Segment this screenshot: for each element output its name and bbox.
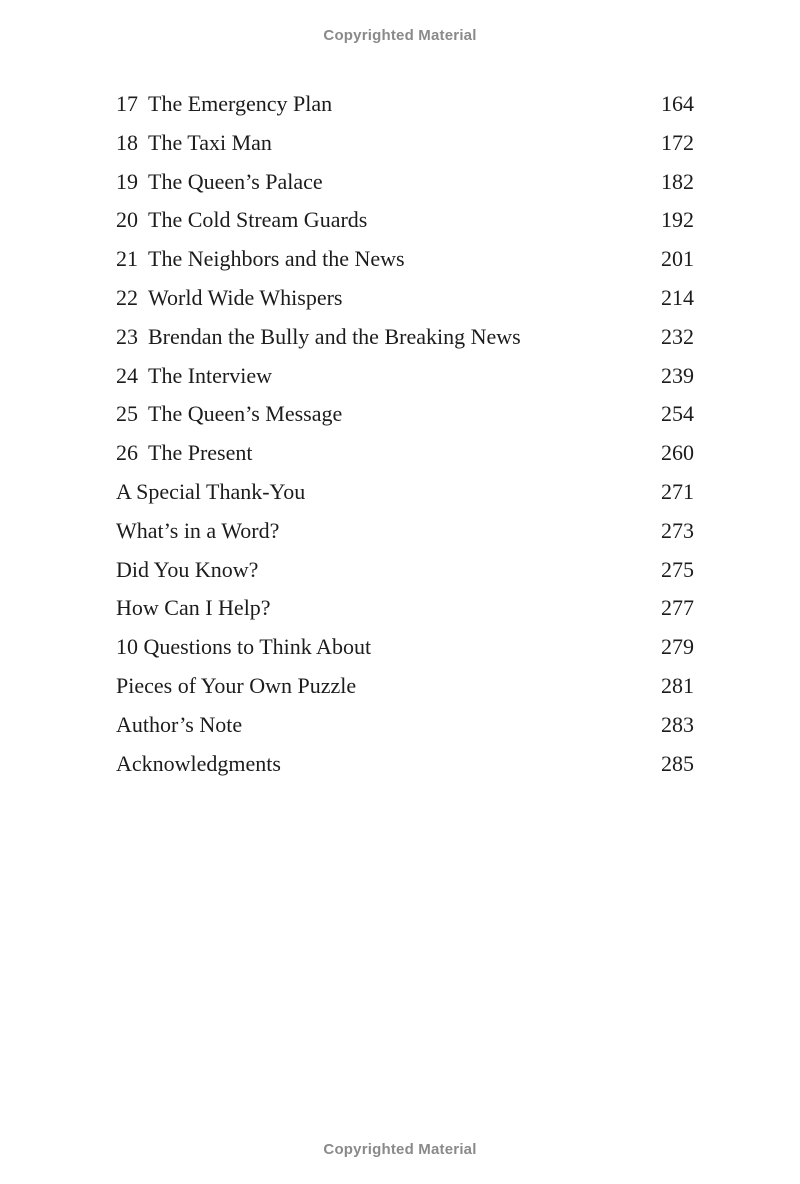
page-number: 172 [661,129,694,155]
section-title: What’s in a Word? [116,517,280,543]
toc-entry [116,318,694,357]
toc-entry [116,279,694,318]
toc-entry [116,512,694,551]
page-number: 232 [661,323,694,349]
chapter-number: 20 [116,207,138,233]
page-number: 275 [661,556,694,582]
copyright-watermark-bottom: Copyrighted Material [323,1141,477,1158]
toc-entry [116,434,694,473]
toc-entry-label [116,667,356,706]
page-number: 271 [661,478,694,504]
toc-entry [116,589,694,628]
toc-entry [116,85,694,124]
chapter-number: 21 [116,246,138,272]
page-number: 260 [661,440,694,466]
toc-entry [116,473,694,512]
toc-entry-label [116,279,343,318]
chapter-number: 26 [116,440,138,466]
page-number: 279 [661,634,694,660]
page-number: 281 [661,672,694,698]
toc-entry [116,667,694,706]
copyright-watermark-top: Copyrighted Material [323,27,477,44]
chapter-number: 23 [116,323,138,349]
toc-entry-label [116,201,367,240]
toc-entry-label [116,589,271,628]
page-number: 182 [661,168,694,194]
toc-entry-label [116,512,279,551]
chapter-number: 17 [116,91,138,116]
toc-entry-label [116,85,332,124]
section-title: 10 Questions to Think About [116,634,372,660]
section-title: A Special Thank-You [116,478,306,504]
section-title: Pieces of Your Own Puzzle [116,672,357,698]
toc-entry [116,124,694,163]
toc-entry [116,628,694,667]
page-number: 201 [661,246,694,272]
toc-entry [116,357,694,396]
toc-entry [116,240,694,279]
toc-entry [116,201,694,240]
toc-entry-label [116,395,342,434]
page-number: 273 [661,517,694,543]
toc-entry [116,395,694,434]
page-number: 277 [661,595,694,621]
page-number: 192 [661,207,694,233]
toc-entry-label [116,163,323,202]
page-number: 164 [661,91,694,116]
chapter-title: Brendan the Bully and the Breaking News [148,323,521,349]
chapter-title: The Queen’s Palace [148,168,323,194]
toc-entry-label [116,551,258,590]
chapter-title: The Queen’s Message [148,401,343,427]
toc-entry [116,745,694,784]
section-title: How Can I Help? [116,595,271,621]
chapter-title: World Wide Whispers [148,284,343,310]
chapter-title: The Interview [148,362,272,388]
toc-entry [116,551,694,590]
toc-entry-label [116,318,521,357]
section-title: Did You Know? [116,556,259,582]
toc-entry-label [116,745,281,784]
page-number: 254 [661,401,694,427]
chapter-title: The Taxi Man [148,129,272,155]
toc-entry [116,163,694,202]
page-number: 214 [661,284,694,310]
chapter-number: 18 [116,129,138,155]
toc-entry-label [116,434,252,473]
chapter-number: 24 [116,362,138,388]
table-of-contents [116,85,694,783]
page-number: 285 [661,750,694,776]
chapter-number: 25 [116,401,138,427]
chapter-title: The Present [148,440,253,466]
toc-entry-label [116,473,305,512]
toc-entry-label [116,706,242,745]
section-title: Acknowledgments [116,750,281,776]
toc-entry-label [116,628,371,667]
chapter-title: The Cold Stream Guards [148,207,368,233]
page-number: 239 [661,362,694,388]
chapter-title: The Emergency Plan [148,91,333,116]
toc-entry-label [116,124,272,163]
chapter-number: 19 [116,168,138,194]
chapter-title: The Neighbors and the News [148,246,405,272]
toc-entry-label [116,357,272,396]
toc-entry [116,706,694,745]
chapter-number: 22 [116,284,138,310]
page-number: 283 [661,711,694,737]
toc-entry-label [116,240,405,279]
section-title: Author’s Note [116,711,243,737]
